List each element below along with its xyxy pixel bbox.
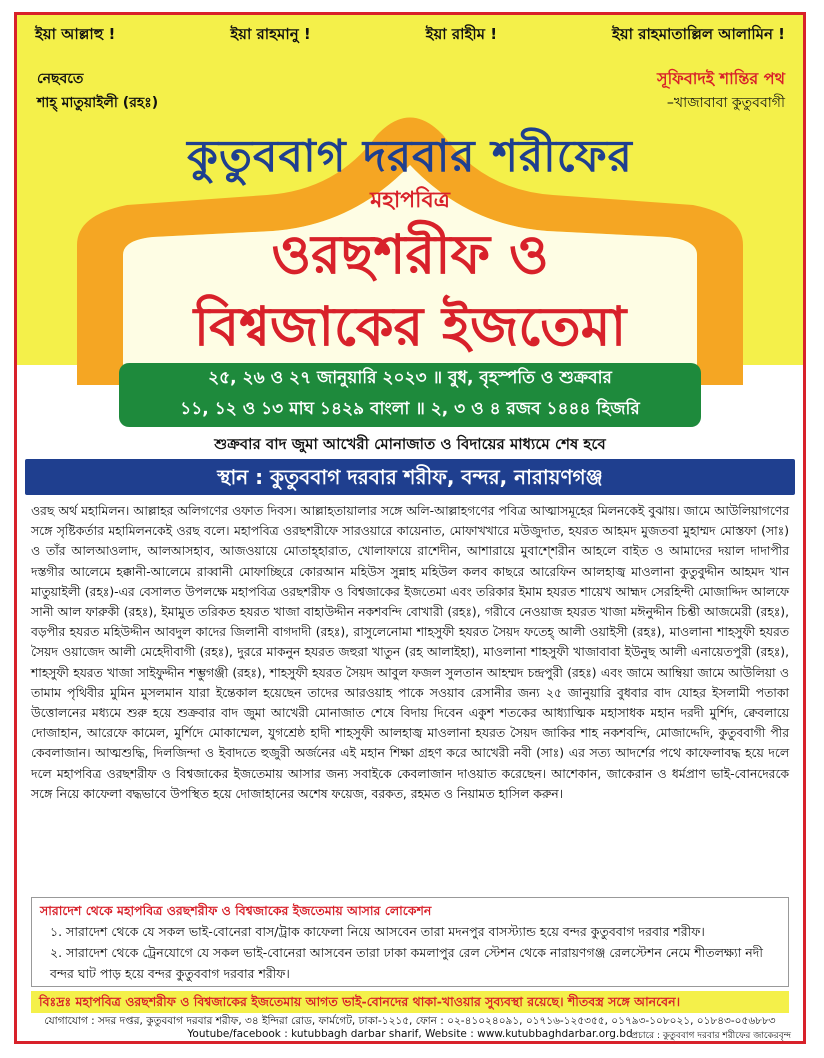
event-title-line1: ওরছশরীফ ও xyxy=(271,223,549,286)
closing-note: শুক্রবার বাদ জুমা আখেরী মোনাজাত ও বিদায়ের মাধ্যমে শেষ হবে xyxy=(214,435,606,453)
date-box xyxy=(119,363,701,427)
venue-banner: স্থান : কুতুববাগ দরবার শরীফ, বন্দর, নারায়ণগঞ্জ xyxy=(25,459,795,495)
date-line1: ২৫, ২৬ ও ২৭ জানুয়ারি ২০২৩ ॥ বুধ, বৃহস্পতি ও শুক্রবার xyxy=(208,368,612,388)
description-paragraph: ওরছ অর্থ মহামিলন। আল্লাহর অলিগণের ওফাত দিবস। আল্লাহতায়ালার সঙ্গে অলি-আল্লাহগণের পবিত্র আত্মাসমূহের মিলনকেই বুঝায়। জামে আউলিয়াগণের সঙ্গে সৃষ্টিকর্তার মহামিলনকেই ওরছ বলে। মহাপবিত্র ওরছশরীফে সারওয়ারে কায়েনাত, মোফাখখারে মউজুদাত, হযরত আহমদ মুজতবা মুহাম্মদ মোস্তফা (সাঃ) ও তাঁর আলআওলাদ, আলআসহাব, আজওয়ায়ে মোতাহ্হারাত, খোলাফায়ে রাশেদীন, আশারায়ে মুবাশ্শেরীন আহলে বাইত ও আমাদের দয়াল দাদাপীর দস্তগীর আলেমে হক্কানী-আলেমে রাব্বানী মোফাচ্ছিরে কোরআন মহিউস সুন্নাহ মহিউল কলব কাছরে আরেফিন আলহাজ্ব মাওলানা কুতুবুদ্দীন আহমদ খান মাতুয়াইলী (রহঃ)-এর বেসালত উপলক্ষে মহাপবিত্র ওরছশরীফ ও বিশ্বজাকের ইজতেমা এবং তরিকার ইমাম হযরত শায়েখ আহ্মদ সেরহিন্দী মোজাদ্দিদ আলফে সানী আল ফারুকী (রহঃ), ইমামুত তরিকত হযরত খাজা বাহাউদ্দীন নকশবন্দি বোখারী (রহঃ), গরীবে নেওয়াজ হযরত খাজা মঈনুদ্দীন চিশ্তী আজমেরী (রহঃ), বড়পীর হযরত মহিউদ্দীন আবদুল কাদের জিলানী বাগদাদী (রহঃ), রাসুলেনোমা শাহসুফী হযরত সৈয়দ ফতেহ্ আলী ওয়াইসী (রহঃ), মাওলানা শাহসুফী হযরত সৈয়দ ওয়াজেদ আলী মেহেদীবাগী (রহঃ), দুররে মাকনুন হযরত জহুরা খাতুন (রহ আলাইহা), মাওলানা শাহসুফী খাজাবাবা ইউনুছ আলী এনায়েতপুরী (রহঃ), শাহসুফী হযরত খাজা সাইফুদ্দীন শম্ভুগঞ্জী (রহঃ), শাহসুফী হযরত সৈয়দ আবুল ফজল সুলতান আহম্মদ চন্দ্রপুরী (রহঃ) এবং জামে আম্বিয়া জামে আউলিয়া ও তামাম পৃথিবীর মুমিন মুসলমান যারা ইন্তেকাল হয়েছেন তাদের আরওয়াহ পাকে সওয়াব রেসানীর জন্য ২৫ জানুয়ারি বুধবার বাদ যোহর ইসলামী পতাকা উত্তোলনের মধ্যমে শুরু হয়ে শুক্রবার বাদ জুমা আখেরী মোনাজাত শেষে বিদায় দিবেন একুশ শতকের আধ্যাত্মিক মহাসাধক মহান দরদী মুর্শিদ, ক্বেবলায়ে দোজাহান, আরেফে কামেল, মুর্শিদে মোকাম্মেল, যুগশ্রেষ্ঠ হাদী শাহসুফী আলহাজ্ব মাওলানা হযরত সৈয়দ জাকির শাহ নকশবন্দি, মোজাদ্দেদি, কুতুববাগী পীর কেবলাজান। আত্মশুদ্ধি, দিলজিন্দা ও ইবাদতে হুজুরী অর্জনের এই মহান শিক্ষা গ্রহণ করে আখেরী নবী (সাঃ) এর সত্য আদর্শের পথে কাফেলাবদ্ধ হয়ে দলে দলে মহাপবিত্র ওরছশরীফ ও বিশ্বজাকের ইজতেমায় আসার জন্য সবাইকে কেবলাজান দাওয়াত করেছেন। আশেকান, জাকেরান ও ধর্মপ্রাণ ভাই-বোনদেরকে সঙ্গে নিয়ে কাফেলা বদ্ধভাবে উপস্থিত হয়ে দোজাহানের অশেষ ফয়েজ, বরকত, রহমত ও নিয়ামত হাসিল করুন। xyxy=(31,504,789,801)
motto-signature: –খাজাবাবা কুতুববাগী xyxy=(666,95,785,111)
blessing xyxy=(37,67,158,115)
location-item-2: ২. সারাদেশ থেকে ট্রেনযোগে যে সকল ভাই-বোনেরা আসবেন তারা ঢাকা কমলাপুর রেল স্টেশন থেকে নারায়ণগঞ্জ রেলস্টেশন নেমে শীতলক্ষ্যা নদী বন্দর ঘাট পাড় হয়ে বন্দর কুতুববাগ দরবার শরীফ। xyxy=(50,945,763,981)
blessing-line2: শাহ্ মাতুয়াইলী (রহঃ) xyxy=(37,95,159,111)
location-item-1: ১. সারাদেশ থেকে যে সকল ভাই-বোনেরা বাস/ট্রাক কাফেলা নিয়ে আসবেন তারা মদনপুর বাসস্ট্যান্ড হয়ে বন্দর কুতুববাগ দরবার শরীফ। xyxy=(50,924,705,939)
motto-title: সূফিবাদই শান্তির পথ xyxy=(657,69,785,88)
event-title-line2: বিশ্বজাকের ইজতেমা xyxy=(193,295,627,358)
poster xyxy=(14,12,806,1044)
web-links[interactable]: Youtube/facebook : kutubbagh darbar sharif, Website : www.kutubbaghdarbar.org.bd xyxy=(187,1028,633,1040)
invocation-3: ইয়া রাহীম ! xyxy=(425,25,498,43)
motto xyxy=(657,67,785,115)
main-title: কুতুববাগ দরবার শরীফের xyxy=(187,131,633,182)
note-banner: বিঃদ্রঃ মহাপবিত্র ওরছশরীফ ও বিশ্বজাকের ইজতেমায় আগত ভাই-বোনদের থাকা-খাওয়ার সুব্যবস্থা রয়েছে। শীতবস্ত্র সঙ্গে আনবেন। xyxy=(31,991,789,1013)
invocation-4: ইয়া রাহমাতাল্লিল আলামিন ! xyxy=(612,25,785,43)
location-box xyxy=(31,897,789,987)
invocation-2: ইয়া রাহমানু ! xyxy=(230,25,311,43)
credit-line: প্রচারে : কুতুববাগ দরবার শরীফের জাকেরবৃন্দ xyxy=(631,1031,791,1041)
invocations xyxy=(35,23,785,48)
contact-address: যোগাযোগ : সদর দপ্তর, কুতুববাগ দরবার শরীফ, ৩৪ ইন্দিরা রোড, ফার্মগেট, ঢাকা-১২১৫, ফোন : ০২-৪১০২৪০৯১, ০১৭১৬-১২৫৩৫৫, ০১৭৯৩-১০৮০২১, ০১৮৪৩-০৫৬৮৮৩ xyxy=(44,1015,776,1027)
date-line2: ১১, ১২ ও ১৩ মাঘ ১৪২৯ বাংলা ॥ ২, ৩ ও ৪ রজব ১৪৪৪ হিজরি xyxy=(180,399,640,419)
holy-label: মহাপবিত্র xyxy=(370,188,450,213)
location-heading: সারাদেশ থেকে মহাপবিত্র ওরছশরীফ ও বিশ্বজাকের ইজতেমায় আসার লোকেশন xyxy=(40,903,432,918)
invocation-1: ইয়া আল্লাহু ! xyxy=(35,25,116,43)
blessing-line1: নেছবতে xyxy=(37,71,84,87)
